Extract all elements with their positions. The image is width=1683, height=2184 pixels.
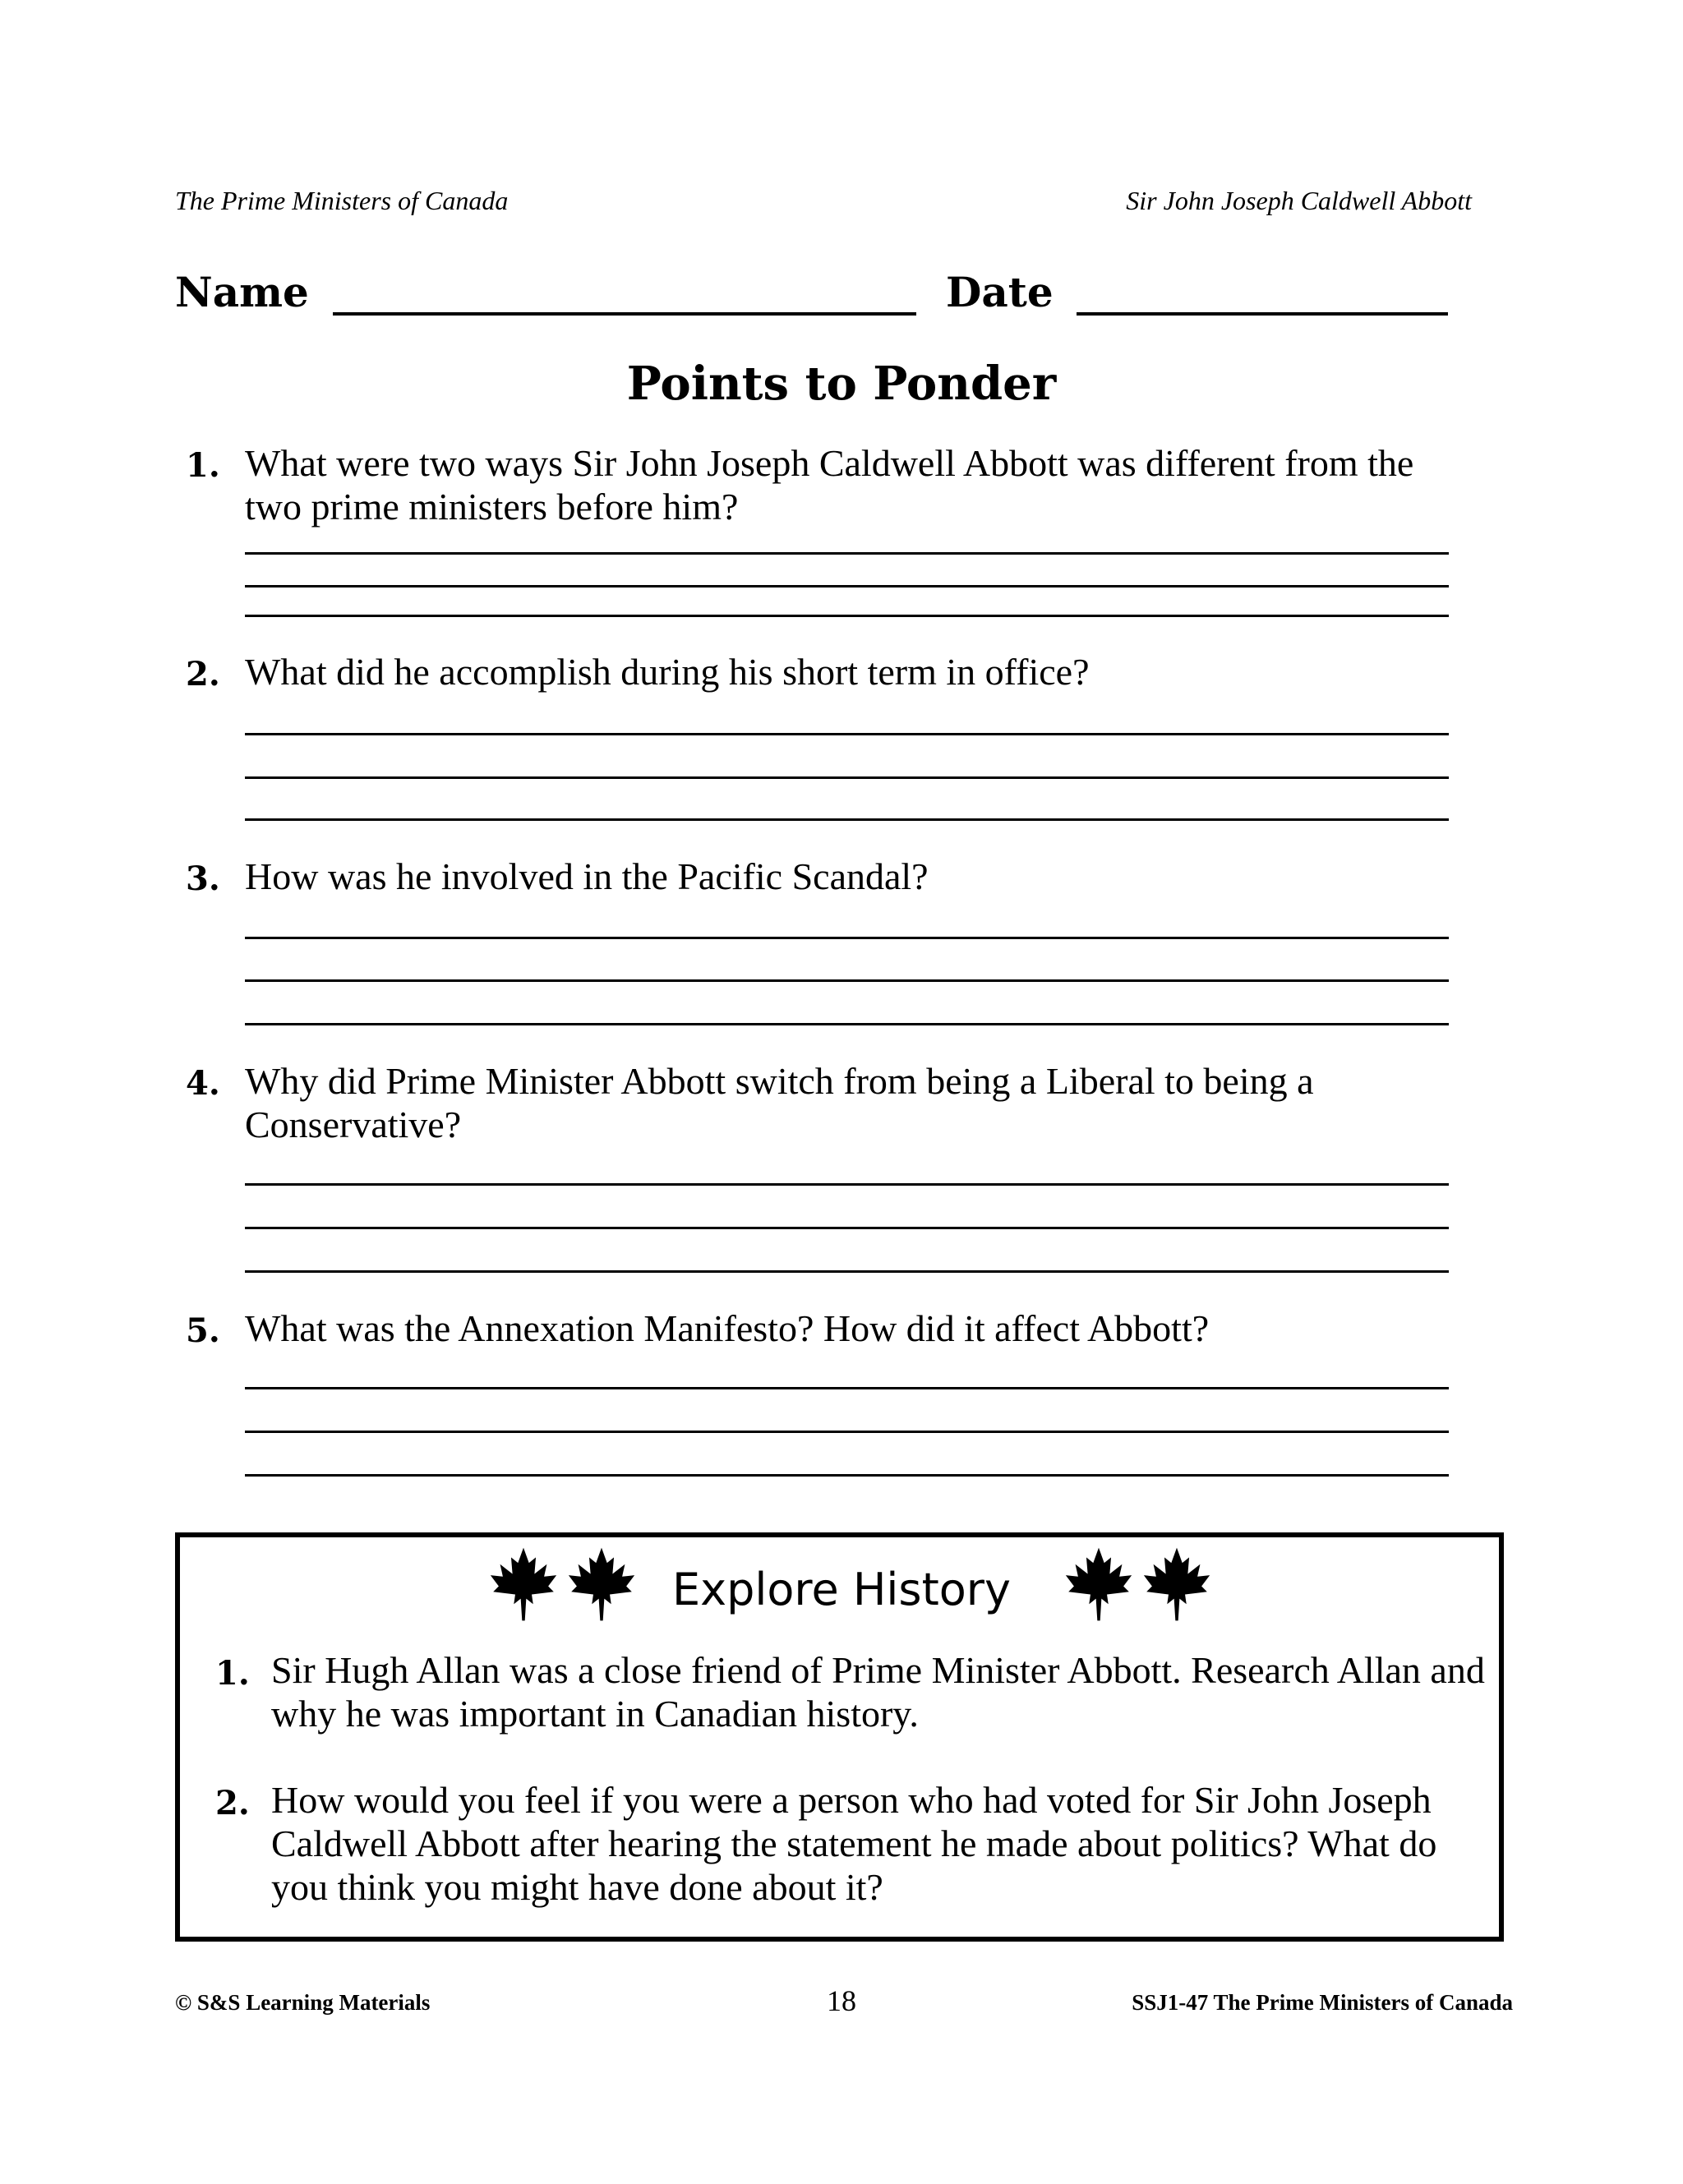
explore-item-number: 1. (215, 1654, 250, 1693)
answer-line[interactable] (245, 979, 1449, 982)
answer-line[interactable] (245, 776, 1449, 779)
question-text: What did he accomplish during his short term in office? (245, 651, 1090, 693)
answer-line[interactable] (245, 733, 1449, 735)
answer-line[interactable] (245, 1023, 1449, 1025)
question-number: 3. (186, 859, 220, 898)
answer-line[interactable] (245, 615, 1449, 617)
answer-line[interactable] (245, 937, 1449, 939)
maple-leaf-icon (1142, 1546, 1211, 1622)
footer-series: SSJ1-47 The Prime Ministers of Canada (1132, 1990, 1513, 2015)
question-number: 4. (186, 1064, 220, 1103)
answer-line[interactable] (245, 1183, 1449, 1186)
question-text: How was he involved in the Pacific Scandal? (245, 855, 929, 897)
question-text: Why did Prime Minister Abbott switch from being a Liberal to being a Conservative? (245, 1060, 1314, 1145)
answer-line[interactable] (245, 1431, 1449, 1433)
header-left: The Prime Ministers of Canada (175, 186, 509, 215)
explore-item-text: Sir Hugh Allan was a close friend of Prime Minister Abbott. Research Allan and why he was important in Canadian history. (271, 1649, 1485, 1735)
question-text: What were two ways Sir John Joseph Caldwell Abbott was different from the two prime ministers before him? (245, 442, 1414, 528)
answer-line[interactable] (245, 552, 1449, 555)
answer-line[interactable] (245, 818, 1449, 821)
answer-line[interactable] (245, 1387, 1449, 1389)
explore-title: Explore History (672, 1564, 1011, 1615)
question-number: 1. (186, 446, 220, 485)
question-number: 2. (186, 655, 220, 693)
explore-item-text: How would you feel if you were a person who had voted for Sir John Joseph Caldwell Abbott after hearing the statement he made about politics? What do you think you might have done about it? (271, 1779, 1437, 1908)
page-number: 18 (827, 1984, 856, 2017)
name-label: Name (175, 268, 309, 316)
answer-line[interactable] (245, 1270, 1449, 1273)
answer-line[interactable] (245, 585, 1449, 587)
date-label: Date (946, 268, 1054, 316)
explore-item-number: 2. (215, 1784, 250, 1822)
footer-copyright: © S&S Learning Materials (175, 1990, 431, 2015)
date-field-line[interactable] (1077, 312, 1448, 316)
name-field-line[interactable] (333, 312, 916, 316)
answer-line[interactable] (245, 1474, 1449, 1477)
page-title: Points to Ponder (626, 357, 1057, 411)
header-right: Sir John Joseph Caldwell Abbott (1126, 186, 1472, 215)
answer-line[interactable] (245, 1227, 1449, 1229)
question-number: 5. (186, 1311, 220, 1350)
question-text: What was the Annexation Manifesto? How did it affect Abbott? (245, 1307, 1210, 1349)
maple-leaf-icon (1064, 1546, 1133, 1622)
